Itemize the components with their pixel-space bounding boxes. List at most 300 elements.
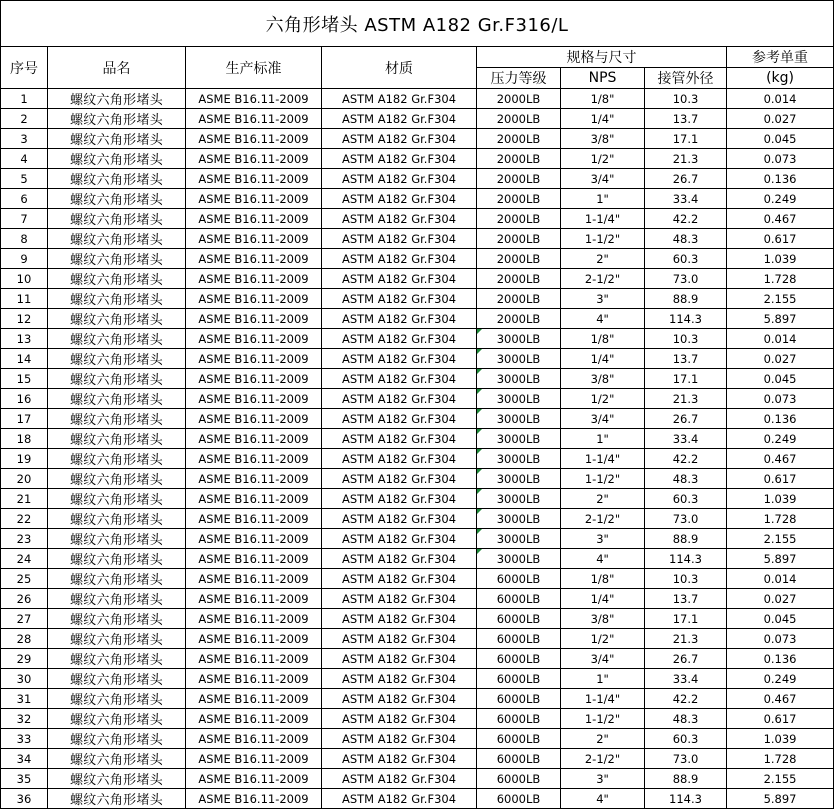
cell-seq: 36 [1, 789, 48, 809]
cell-nps: 3/8" [561, 609, 645, 629]
table-row [1, 569, 834, 589]
table-row [1, 169, 834, 189]
cell-seq: 26 [1, 589, 48, 609]
cell-pressure: 6000LB [477, 609, 561, 629]
cell-od: 13.7 [645, 109, 727, 129]
cell-standard: ASME B16.11-2009 [186, 549, 322, 569]
cell-weight: 0.045 [727, 609, 834, 629]
cell-standard: ASME B16.11-2009 [186, 389, 322, 409]
cell-pressure [477, 369, 561, 389]
cell-pressure: 2000LB [477, 109, 561, 129]
cell-seq: 21 [1, 489, 48, 509]
cell-weight: 0.045 [727, 369, 834, 389]
cell-name: 螺纹六角形堵头 [48, 189, 186, 209]
cell-od: 33.4 [645, 429, 727, 449]
header-seq: 序号 [1, 47, 48, 89]
cell-name: 螺纹六角形堵头 [48, 429, 186, 449]
cell-name: 螺纹六角形堵头 [48, 729, 186, 749]
cell-seq: 32 [1, 709, 48, 729]
cell-name: 螺纹六角形堵头 [48, 449, 186, 469]
table-row [1, 89, 834, 109]
cell-weight: 2.155 [727, 529, 834, 549]
cell-seq: 2 [1, 109, 48, 129]
cell-material: ASTM A182 Gr.F304 [322, 329, 477, 349]
table-row [1, 489, 834, 509]
cell-nps: 1/8" [561, 329, 645, 349]
cell-pressure: 6000LB [477, 629, 561, 649]
cell-nps: 2-1/2" [561, 749, 645, 769]
cell-nps: 1-1/4" [561, 449, 645, 469]
cell-weight: 0.136 [727, 649, 834, 669]
cell-od: 114.3 [645, 309, 727, 329]
cell-od: 114.3 [645, 789, 727, 809]
cell-material: ASTM A182 Gr.F304 [322, 369, 477, 389]
cell-standard: ASME B16.11-2009 [186, 349, 322, 369]
table-row [1, 789, 834, 809]
cell-material: ASTM A182 Gr.F304 [322, 309, 477, 329]
cell-seq: 7 [1, 209, 48, 229]
cell-pressure: 2000LB [477, 309, 561, 329]
cell-nps: 1-1/2" [561, 469, 645, 489]
header-standard: 生产标准 [186, 47, 322, 89]
cell-nps: 3" [561, 529, 645, 549]
cell-material: ASTM A182 Gr.F304 [322, 349, 477, 369]
cell-material: ASTM A182 Gr.F304 [322, 269, 477, 289]
cell-weight: 5.897 [727, 309, 834, 329]
cell-pressure [477, 549, 561, 569]
cell-od: 10.3 [645, 329, 727, 349]
cell-weight: 0.073 [727, 629, 834, 649]
header-pressure: 压力等级 [477, 68, 561, 89]
cell-seq: 28 [1, 629, 48, 649]
cell-weight: 1.728 [727, 749, 834, 769]
cell-material: ASTM A182 Gr.F304 [322, 689, 477, 709]
cell-note-marker-icon [477, 369, 482, 374]
cell-seq: 3 [1, 129, 48, 149]
cell-od: 88.9 [645, 769, 727, 789]
cell-material: ASTM A182 Gr.F304 [322, 169, 477, 189]
cell-od: 48.3 [645, 469, 727, 489]
cell-nps: 3/4" [561, 409, 645, 429]
cell-name: 螺纹六角形堵头 [48, 309, 186, 329]
cell-name: 螺纹六角形堵头 [48, 649, 186, 669]
cell-material: ASTM A182 Gr.F304 [322, 149, 477, 169]
cell-weight: 1.039 [727, 489, 834, 509]
cell-standard: ASME B16.11-2009 [186, 769, 322, 789]
cell-weight: 0.467 [727, 689, 834, 709]
table-row [1, 529, 834, 549]
cell-od: 17.1 [645, 369, 727, 389]
cell-standard: ASME B16.11-2009 [186, 249, 322, 269]
cell-pressure-text: 3000LB [496, 451, 541, 466]
cell-standard: ASME B16.11-2009 [186, 669, 322, 689]
cell-standard: ASME B16.11-2009 [186, 449, 322, 469]
table-row [1, 249, 834, 269]
table-row [1, 609, 834, 629]
cell-pressure [477, 469, 561, 489]
cell-od: 88.9 [645, 289, 727, 309]
cell-material: ASTM A182 Gr.F304 [322, 189, 477, 209]
cell-pressure: 2000LB [477, 249, 561, 269]
cell-nps: 1/4" [561, 589, 645, 609]
cell-od: 88.9 [645, 529, 727, 549]
cell-standard: ASME B16.11-2009 [186, 709, 322, 729]
cell-name: 螺纹六角形堵头 [48, 749, 186, 769]
cell-name: 螺纹六角形堵头 [48, 669, 186, 689]
cell-name: 螺纹六角形堵头 [48, 469, 186, 489]
cell-standard: ASME B16.11-2009 [186, 289, 322, 309]
cell-pressure-text: 3000LB [496, 551, 541, 566]
cell-name: 螺纹六角形堵头 [48, 249, 186, 269]
cell-seq: 5 [1, 169, 48, 189]
table-row [1, 509, 834, 529]
cell-name: 螺纹六角形堵头 [48, 329, 186, 349]
cell-weight: 0.617 [727, 709, 834, 729]
cell-seq: 11 [1, 289, 48, 309]
cell-standard: ASME B16.11-2009 [186, 729, 322, 749]
cell-weight: 0.014 [727, 89, 834, 109]
cell-nps: 4" [561, 789, 645, 809]
cell-od: 21.3 [645, 149, 727, 169]
cell-nps: 1/4" [561, 349, 645, 369]
cell-pressure-text: 3000LB [496, 411, 541, 426]
cell-od: 42.2 [645, 689, 727, 709]
cell-od: 73.0 [645, 269, 727, 289]
cell-standard: ASME B16.11-2009 [186, 329, 322, 349]
cell-od: 26.7 [645, 649, 727, 669]
table-row [1, 189, 834, 209]
cell-pressure-text: 3000LB [496, 431, 541, 446]
cell-od: 17.1 [645, 129, 727, 149]
cell-seq: 31 [1, 689, 48, 709]
cell-seq: 17 [1, 409, 48, 429]
header-nps: NPS [561, 68, 645, 89]
cell-weight: 2.155 [727, 289, 834, 309]
cell-material: ASTM A182 Gr.F304 [322, 569, 477, 589]
cell-name: 螺纹六角形堵头 [48, 409, 186, 429]
cell-name: 螺纹六角形堵头 [48, 209, 186, 229]
cell-material: ASTM A182 Gr.F304 [322, 529, 477, 549]
table-row [1, 229, 834, 249]
cell-weight: 0.249 [727, 429, 834, 449]
cell-name: 螺纹六角形堵头 [48, 289, 186, 309]
cell-od: 73.0 [645, 509, 727, 529]
cell-material: ASTM A182 Gr.F304 [322, 109, 477, 129]
cell-nps: 1" [561, 669, 645, 689]
cell-material: ASTM A182 Gr.F304 [322, 409, 477, 429]
header-weight-line1: 参考单重 [727, 47, 834, 68]
cell-name: 螺纹六角形堵头 [48, 149, 186, 169]
cell-seq: 4 [1, 149, 48, 169]
cell-seq: 9 [1, 249, 48, 269]
cell-name: 螺纹六角形堵头 [48, 609, 186, 629]
table-row [1, 289, 834, 309]
cell-standard: ASME B16.11-2009 [186, 229, 322, 249]
cell-name: 螺纹六角形堵头 [48, 549, 186, 569]
cell-pressure: 6000LB [477, 749, 561, 769]
cell-name: 螺纹六角形堵头 [48, 229, 186, 249]
cell-nps: 1-1/2" [561, 229, 645, 249]
cell-name: 螺纹六角形堵头 [48, 169, 186, 189]
cell-name: 螺纹六角形堵头 [48, 109, 186, 129]
cell-weight: 0.136 [727, 169, 834, 189]
cell-pressure: 2000LB [477, 89, 561, 109]
cell-nps: 1-1/4" [561, 689, 645, 709]
cell-seq: 29 [1, 649, 48, 669]
cell-pressure [477, 349, 561, 369]
table-row [1, 469, 834, 489]
cell-standard: ASME B16.11-2009 [186, 489, 322, 509]
cell-standard: ASME B16.11-2009 [186, 789, 322, 809]
cell-pressure [477, 329, 561, 349]
table-row [1, 629, 834, 649]
cell-name: 螺纹六角形堵头 [48, 489, 186, 509]
cell-pressure: 6000LB [477, 669, 561, 689]
cell-pressure: 6000LB [477, 709, 561, 729]
cell-od: 42.2 [645, 209, 727, 229]
cell-od: 48.3 [645, 229, 727, 249]
cell-pressure [477, 389, 561, 409]
cell-material: ASTM A182 Gr.F304 [322, 489, 477, 509]
cell-pressure: 2000LB [477, 209, 561, 229]
cell-nps: 3/4" [561, 649, 645, 669]
cell-od: 26.7 [645, 169, 727, 189]
cell-weight: 1.039 [727, 249, 834, 269]
cell-pressure [477, 509, 561, 529]
table-row [1, 449, 834, 469]
cell-nps: 4" [561, 549, 645, 569]
cell-nps: 1/4" [561, 109, 645, 129]
cell-pressure: 2000LB [477, 149, 561, 169]
cell-weight: 0.073 [727, 149, 834, 169]
cell-name: 螺纹六角形堵头 [48, 349, 186, 369]
cell-note-marker-icon [477, 489, 482, 494]
cell-nps: 3" [561, 769, 645, 789]
cell-nps: 2" [561, 489, 645, 509]
cell-nps: 3/4" [561, 169, 645, 189]
cell-material: ASTM A182 Gr.F304 [322, 749, 477, 769]
table-row [1, 209, 834, 229]
cell-seq: 33 [1, 729, 48, 749]
cell-name: 螺纹六角形堵头 [48, 709, 186, 729]
cell-material: ASTM A182 Gr.F304 [322, 209, 477, 229]
cell-seq: 25 [1, 569, 48, 589]
cell-weight: 0.027 [727, 589, 834, 609]
table-row [1, 409, 834, 429]
cell-material: ASTM A182 Gr.F304 [322, 449, 477, 469]
cell-material: ASTM A182 Gr.F304 [322, 249, 477, 269]
cell-pressure-text: 3000LB [496, 511, 541, 526]
cell-material: ASTM A182 Gr.F304 [322, 609, 477, 629]
cell-pressure-text: 3000LB [496, 331, 541, 346]
cell-material: ASTM A182 Gr.F304 [322, 549, 477, 569]
header-name: 品名 [48, 47, 186, 89]
cell-weight: 5.897 [727, 789, 834, 809]
cell-pressure: 2000LB [477, 269, 561, 289]
cell-od: 10.3 [645, 89, 727, 109]
cell-pressure-text: 3000LB [496, 531, 541, 546]
cell-standard: ASME B16.11-2009 [186, 369, 322, 389]
table-row [1, 649, 834, 669]
cell-material: ASTM A182 Gr.F304 [322, 649, 477, 669]
cell-od: 10.3 [645, 569, 727, 589]
cell-seq: 14 [1, 349, 48, 369]
cell-nps: 1/8" [561, 569, 645, 589]
table-title: 六角形堵头 ASTM A182 Gr.F316/L [1, 1, 834, 47]
cell-od: 60.3 [645, 489, 727, 509]
cell-pressure [477, 489, 561, 509]
table-row [1, 589, 834, 609]
cell-name: 螺纹六角形堵头 [48, 369, 186, 389]
cell-material: ASTM A182 Gr.F304 [322, 129, 477, 149]
cell-seq: 16 [1, 389, 48, 409]
cell-name: 螺纹六角形堵头 [48, 689, 186, 709]
table-row [1, 689, 834, 709]
cell-name: 螺纹六角形堵头 [48, 769, 186, 789]
cell-standard: ASME B16.11-2009 [186, 89, 322, 109]
cell-pressure-text: 3000LB [496, 391, 541, 406]
cell-pressure: 6000LB [477, 569, 561, 589]
cell-nps: 1-1/2" [561, 709, 645, 729]
cell-standard: ASME B16.11-2009 [186, 589, 322, 609]
cell-standard: ASME B16.11-2009 [186, 629, 322, 649]
cell-note-marker-icon [477, 549, 482, 554]
cell-pressure-text: 3000LB [496, 351, 541, 366]
cell-weight: 0.617 [727, 229, 834, 249]
table-row [1, 369, 834, 389]
cell-standard: ASME B16.11-2009 [186, 689, 322, 709]
table-row [1, 349, 834, 369]
cell-weight: 1.728 [727, 269, 834, 289]
cell-seq: 34 [1, 749, 48, 769]
cell-seq: 19 [1, 449, 48, 469]
cell-name: 螺纹六角形堵头 [48, 629, 186, 649]
cell-weight: 0.073 [727, 389, 834, 409]
cell-material: ASTM A182 Gr.F304 [322, 509, 477, 529]
cell-pressure: 6000LB [477, 789, 561, 809]
table-row [1, 149, 834, 169]
cell-standard: ASME B16.11-2009 [186, 529, 322, 549]
cell-seq: 6 [1, 189, 48, 209]
cell-note-marker-icon [477, 509, 482, 514]
cell-standard: ASME B16.11-2009 [186, 509, 322, 529]
header-spec-group: 规格与尺寸 [477, 47, 727, 68]
cell-name: 螺纹六角形堵头 [48, 389, 186, 409]
cell-standard: ASME B16.11-2009 [186, 409, 322, 429]
table-row [1, 269, 834, 289]
cell-seq: 30 [1, 669, 48, 689]
cell-od: 33.4 [645, 189, 727, 209]
cell-material: ASTM A182 Gr.F304 [322, 389, 477, 409]
table-row [1, 729, 834, 749]
table-row [1, 429, 834, 449]
table-row [1, 309, 834, 329]
cell-pressure [477, 429, 561, 449]
cell-od: 48.3 [645, 709, 727, 729]
cell-note-marker-icon [477, 429, 482, 434]
cell-standard: ASME B16.11-2009 [186, 209, 322, 229]
cell-weight: 2.155 [727, 769, 834, 789]
cell-seq: 20 [1, 469, 48, 489]
cell-standard: ASME B16.11-2009 [186, 609, 322, 629]
cell-weight: 5.897 [727, 549, 834, 569]
cell-seq: 18 [1, 429, 48, 449]
table-row [1, 109, 834, 129]
table-row [1, 129, 834, 149]
cell-weight: 0.249 [727, 669, 834, 689]
cell-pressure [477, 529, 561, 549]
cell-pressure: 6000LB [477, 689, 561, 709]
cell-weight: 0.249 [727, 189, 834, 209]
cell-seq: 24 [1, 549, 48, 569]
cell-seq: 23 [1, 529, 48, 549]
cell-note-marker-icon [477, 409, 482, 414]
cell-pressure: 2000LB [477, 229, 561, 249]
cell-od: 114.3 [645, 549, 727, 569]
cell-note-marker-icon [477, 349, 482, 354]
cell-nps: 2-1/2" [561, 509, 645, 529]
cell-od: 21.3 [645, 629, 727, 649]
table-row [1, 749, 834, 769]
cell-name: 螺纹六角形堵头 [48, 569, 186, 589]
cell-pressure: 2000LB [477, 189, 561, 209]
cell-material: ASTM A182 Gr.F304 [322, 89, 477, 109]
cell-material: ASTM A182 Gr.F304 [322, 469, 477, 489]
cell-seq: 10 [1, 269, 48, 289]
cell-pressure-text: 3000LB [496, 471, 541, 486]
cell-material: ASTM A182 Gr.F304 [322, 229, 477, 249]
table-row [1, 329, 834, 349]
cell-material: ASTM A182 Gr.F304 [322, 669, 477, 689]
cell-od: 42.2 [645, 449, 727, 469]
cell-standard: ASME B16.11-2009 [186, 149, 322, 169]
cell-od: 26.7 [645, 409, 727, 429]
cell-weight: 0.027 [727, 349, 834, 369]
cell-od: 33.4 [645, 669, 727, 689]
cell-material: ASTM A182 Gr.F304 [322, 729, 477, 749]
cell-standard: ASME B16.11-2009 [186, 429, 322, 449]
cell-note-marker-icon [477, 469, 482, 474]
cell-name: 螺纹六角形堵头 [48, 589, 186, 609]
cell-nps: 1/2" [561, 629, 645, 649]
cell-standard: ASME B16.11-2009 [186, 169, 322, 189]
cell-pressure: 6000LB [477, 729, 561, 749]
cell-name: 螺纹六角形堵头 [48, 789, 186, 809]
cell-nps: 1" [561, 189, 645, 209]
cell-nps: 1/2" [561, 389, 645, 409]
cell-nps: 1/2" [561, 149, 645, 169]
table-row [1, 709, 834, 729]
cell-seq: 12 [1, 309, 48, 329]
cell-seq: 13 [1, 329, 48, 349]
cell-weight: 0.014 [727, 329, 834, 349]
cell-od: 21.3 [645, 389, 727, 409]
cell-nps: 2" [561, 249, 645, 269]
cell-seq: 35 [1, 769, 48, 789]
cell-material: ASTM A182 Gr.F304 [322, 589, 477, 609]
cell-weight: 1.039 [727, 729, 834, 749]
cell-standard: ASME B16.11-2009 [186, 749, 322, 769]
cell-nps: 3" [561, 289, 645, 309]
cell-note-marker-icon [477, 329, 482, 334]
cell-name: 螺纹六角形堵头 [48, 129, 186, 149]
cell-nps: 1-1/4" [561, 209, 645, 229]
cell-standard: ASME B16.11-2009 [186, 309, 322, 329]
cell-name: 螺纹六角形堵头 [48, 509, 186, 529]
cell-weight: 0.467 [727, 209, 834, 229]
cell-weight: 1.728 [727, 509, 834, 529]
cell-seq: 8 [1, 229, 48, 249]
